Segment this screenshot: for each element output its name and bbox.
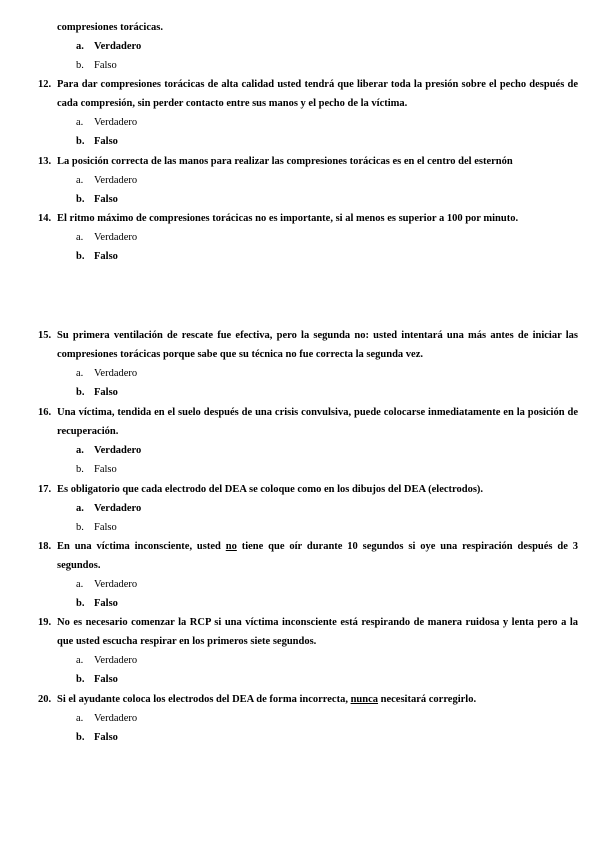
option-b: b. Falso — [76, 136, 118, 147]
option-a: a. Verdadero — [76, 41, 142, 52]
question-number: 15. — [38, 330, 52, 341]
option-a: a. Verdadero — [76, 232, 138, 243]
question-14 — [38, 209, 578, 266]
question-number: 19. — [38, 617, 52, 628]
option-b: b. Falso — [76, 522, 117, 533]
question-19 — [38, 613, 578, 689]
question-text: Si el ayudante coloca los electrodos del DEA de forma incorrecta, nunca necesitará corregirlo. — [57, 694, 477, 705]
option-b: b. Falso — [76, 194, 118, 205]
option-b: b. Falso — [76, 732, 118, 743]
option-b: b. Falso — [76, 387, 118, 398]
question-17 — [38, 480, 578, 537]
option-a: a. Verdadero — [76, 445, 142, 456]
question-16 — [38, 403, 578, 479]
option-b: b. Falso — [76, 464, 117, 475]
question-20 — [38, 690, 578, 747]
option-a: a. Verdadero — [76, 368, 138, 379]
underlined-word: nunca — [350, 694, 379, 705]
question-text: Su primera ventilación de rescate fue efectiva, pero la segunda no: usted intentará una más antes de iniciar las compresiones torácicas porque sabe que su técnica no fue correcta la segunda vez. — [57, 330, 578, 360]
option-b: b. Falso — [76, 598, 118, 609]
question-number: 14. — [38, 213, 52, 224]
question-13 — [38, 152, 578, 209]
underlined-word: no — [225, 541, 237, 552]
question-18 — [38, 537, 578, 613]
question-text: Es obligatorio que cada electrodo del DEA se coloque como en los dibujos del DEA (electrodos). — [57, 484, 484, 495]
question-number: 18. — [38, 541, 52, 552]
question-number: 20. — [38, 694, 52, 705]
question-number: 17. — [38, 484, 52, 495]
option-b: b. Falso — [76, 251, 118, 262]
question-number: 12. — [38, 79, 52, 90]
option-a: a. Verdadero — [76, 503, 142, 514]
question-number: 13. — [38, 156, 52, 167]
question-text: El ritmo máximo de compresiones torácicas no es importante, si al menos es superior a 100 por minuto. — [57, 213, 519, 224]
option-a: a. Verdadero — [76, 579, 138, 590]
option-b: b. Falso — [76, 674, 118, 685]
question-number: 16. — [38, 407, 52, 418]
question-text: Una víctima, tendida en el suelo después de una crisis convulsiva, puede colocarse inmediatamente en la posición de recuperación. — [57, 407, 578, 437]
question-text: Para dar compresiones torácicas de alta calidad usted tendrá que liberar toda la presión sobre el pecho después de cada compresión, sin perder contacto entre sus manos y el pecho de la víctima. — [57, 79, 578, 109]
question-12 — [38, 75, 578, 151]
question-text: No es necesario comenzar la RCP si una víctima inconsciente está respirando de manera ruidosa y lenta pero a la que usted escucha respirar en los primeros siete segundos. — [57, 617, 578, 647]
option-a: a. Verdadero — [76, 175, 138, 186]
question-text: La posición correcta de las manos para realizar las compresiones torácicas es en el centro del esternón — [57, 156, 513, 167]
option-a: a. Verdadero — [76, 713, 138, 724]
question-11-continuation — [38, 18, 578, 75]
option-b: b. Falso — [76, 60, 117, 71]
option-a: a. Verdadero — [76, 655, 138, 666]
question-text: En una víctima inconsciente, usted no tiene que oír durante 10 segundos si oye una respiración después de 3 segundos. — [57, 541, 578, 571]
question-text: compresiones torácicas. — [57, 22, 163, 33]
question-15 — [38, 326, 578, 402]
option-a: a. Verdadero — [76, 117, 138, 128]
